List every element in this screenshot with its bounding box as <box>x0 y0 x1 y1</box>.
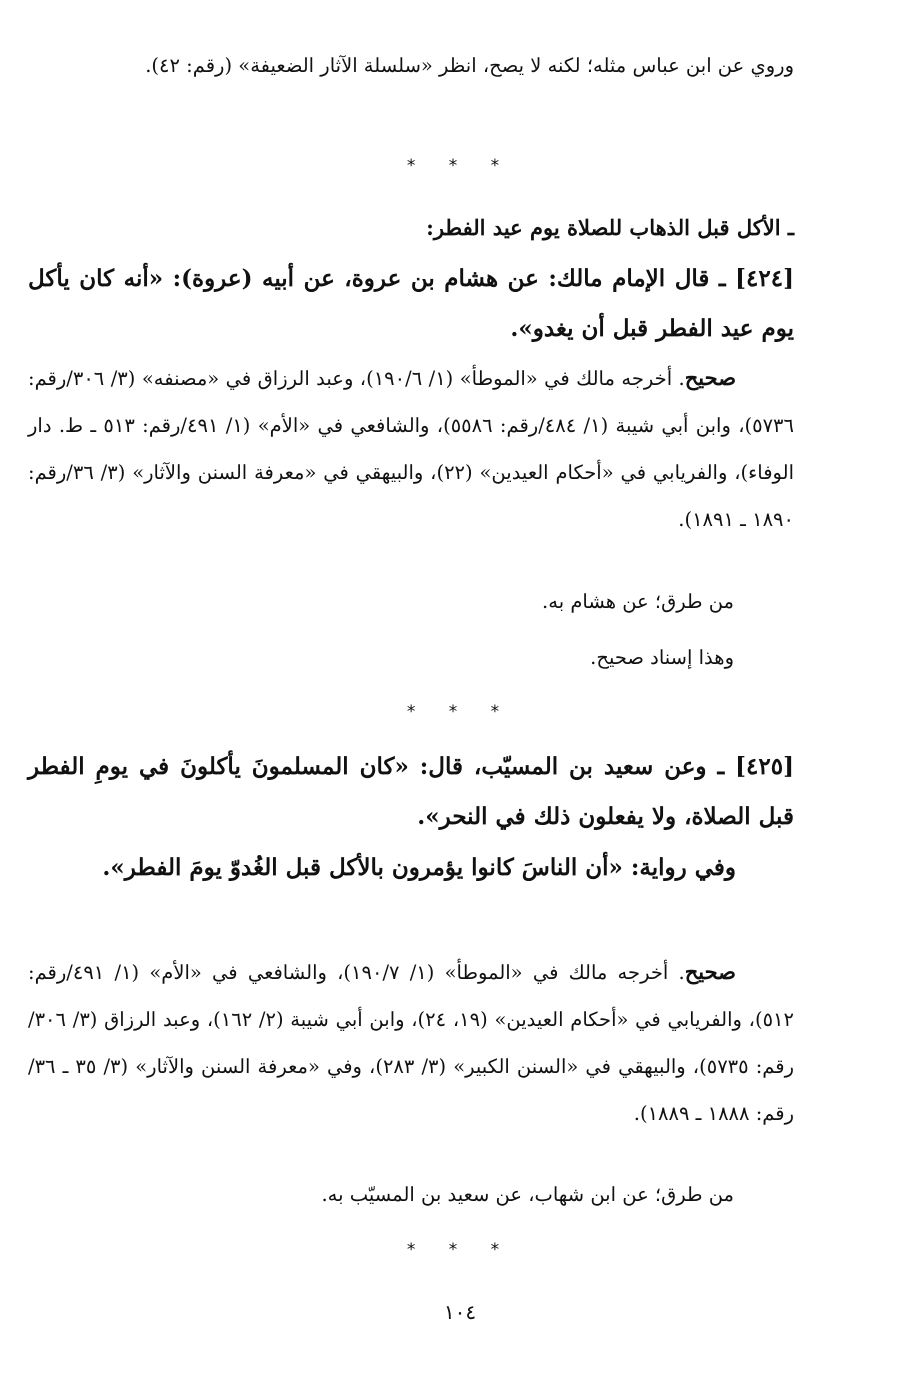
section-separator-2: * * * <box>406 702 514 722</box>
isnad-424-note: وهذا إسناد صحيح. <box>590 646 734 669</box>
hadith-424-text: [٤٢٤] ـ قال الإمام مالك: عن هشام بن عروة، عن أبيه (عروة): «أنه كان يأكل يوم عيد الفطر قبل أن يغدو». <box>28 265 794 342</box>
chain-425-note: من طرق؛ عن ابن شهاب، عن سعيد بن المسيّب به. <box>321 1183 734 1206</box>
hadith-425-text: [٤٢٥] ـ وعن سعيد بن المسيّب، قال: «كان المسلمونَ يأكلونَ في يومِ الفطر قبل الصلاة، ولا يفعلون ذلك في النحر». <box>28 753 794 830</box>
grading-425-label: صحيح <box>684 959 736 984</box>
grading-425-text: . أخرجه مالك في «الموطأ» (١/ ١٩٠/٧)، والشافعي في «الأم» (١/ ٤٩١/رقم: ٥١٢)، والفريابي في «أحكام العيدين» (١٩، ٢٤)، وابن أبي شيبة (٢/ ١٦٢)، وعبد الرزاق (٣/ ٣٠٦/رقم: ٥٧٣٥)، والبيهقي في «السنن الكبير» (٣/ ٢٨٣)، وفي «معرفة السنن والآثار» (٣/ ٣٥ ـ ٣٦/رقم: ١٨٨٨ ـ ١٨٨٩). <box>28 961 794 1125</box>
section-separator-1: * * * <box>406 156 514 176</box>
hadith-425-variant: وفي رواية: «أن الناسَ كانوا يؤمرون بالأكل قبل الغُدوّ يومَ الفطر». <box>102 854 736 881</box>
section-separator-3: * * * <box>406 1240 514 1260</box>
chain-424-note: من طرق؛ عن هشام به. <box>542 590 734 613</box>
section-heading: ـ الأكل قبل الذهاب للصلاة يوم عيد الفطر: <box>426 215 794 240</box>
grading-424-text: . أخرجه مالك في «الموطأ» (١/ ١٩٠/٦)، وعبد الرزاق في «مصنفه» (٣/ ٣٠٦/رقم: ٥٧٣٦)، وابن أبي شيبة (١/ ٤٨٤/رقم: ٥٥٨٦)، والشافعي في «الأم» (١/ ٤٩١/رقم: ٥١٣ ـ ط. دار الوفاء)، والفريابي في «أحكام العيدين» (٢٢)، والبيهقي في «معرفة السنن والآثار» (٣/ ٣٦/رقم: ١٨٩٠ ـ ١٨٩١). <box>28 367 794 531</box>
grading-424-paragraph <box>28 354 794 543</box>
grading-424-label: صحيح <box>684 365 737 390</box>
intro-note-paragraph: وروي عن ابن عباس مثله؛ لكنه لا يصح، انظر «سلسلة الآثار الضعيفة» (رقم: ٤٢). <box>145 54 794 77</box>
page-number: ١٠٤ <box>443 1300 477 1324</box>
grading-425-paragraph <box>28 948 794 1137</box>
